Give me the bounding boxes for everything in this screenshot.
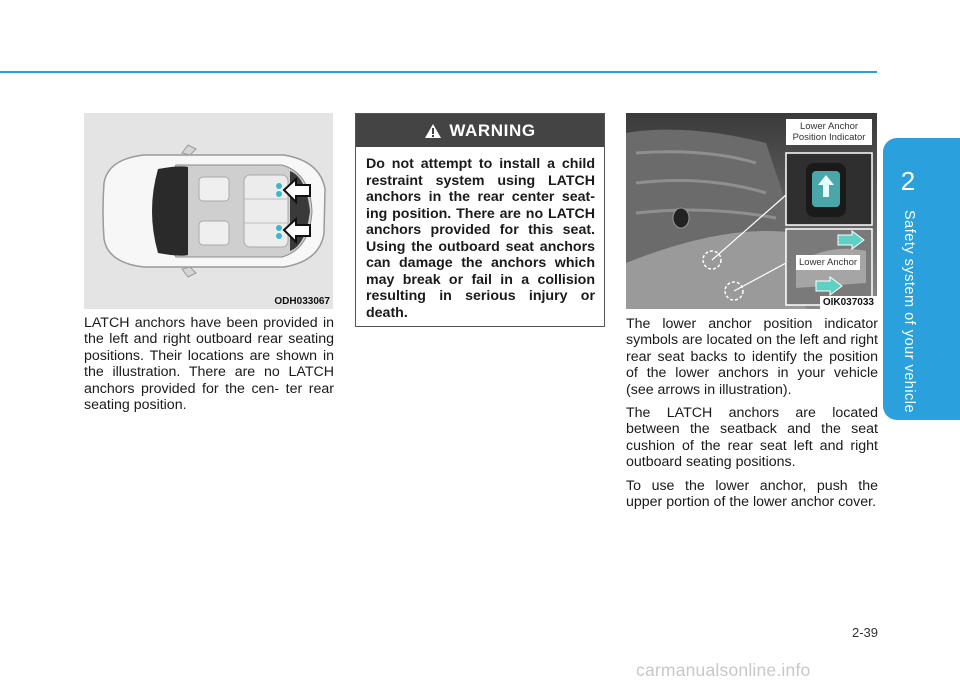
lower-anchor-indicator-label: Lower Anchor Position Indicator: [786, 119, 872, 145]
car-top-view-illustration: [84, 113, 333, 309]
rear-seat-figure: [626, 113, 877, 309]
paragraph: The LATCH anchors are located between the seatback and the seat cushion of the rear seat left and right outboard seating positions.: [626, 405, 878, 471]
warning-text: Do not attempt to install a child restraint system using LATCH anchors in the rear center seat- ing position. There are no LATCH anchors provided for this seat. Using the outboard seat anchors can damage the anchors which may break or fail in a collision resulting in serious injury or death.: [366, 156, 595, 321]
chapter-number: 2: [900, 166, 916, 196]
warning-triangle-icon: [424, 123, 442, 139]
warning-title: WARNING: [449, 120, 536, 140]
header-rule: [0, 71, 877, 73]
latch-intro-paragraph: LATCH anchors have been provided in the left and right outboard rear seating positions. Their locations are shown in the illustration. There are no LATCH anchors provided for the cen- ter rear seating position.: [84, 315, 334, 414]
paragraph: To use the lower anchor, push the upper portion of the lower anchor cover.: [626, 477, 878, 511]
chapter-title: Safety system of your vehicle: [901, 210, 917, 414]
page-number: 2-39: [851, 625, 878, 640]
paragraph: The lower anchor position indicator symbols are located on the left and right rear seat backs to identify the position of the lower anchors in your vehicle (see arrows in illustration).: [626, 316, 878, 398]
figure-code: ODH033067: [274, 296, 330, 307]
chapter-tab[interactable]: [883, 138, 960, 420]
warning-header: [356, 114, 604, 147]
car-top-view-figure: [84, 113, 333, 309]
lower-anchor-label: Lower Anchor: [796, 255, 860, 270]
column-1-text: [84, 315, 334, 413]
figure-code: OIK037033: [820, 296, 877, 309]
warning-box: [355, 113, 605, 327]
column-3-text: [626, 316, 878, 517]
watermark[interactable]: carmanualsonline.info: [636, 660, 811, 680]
